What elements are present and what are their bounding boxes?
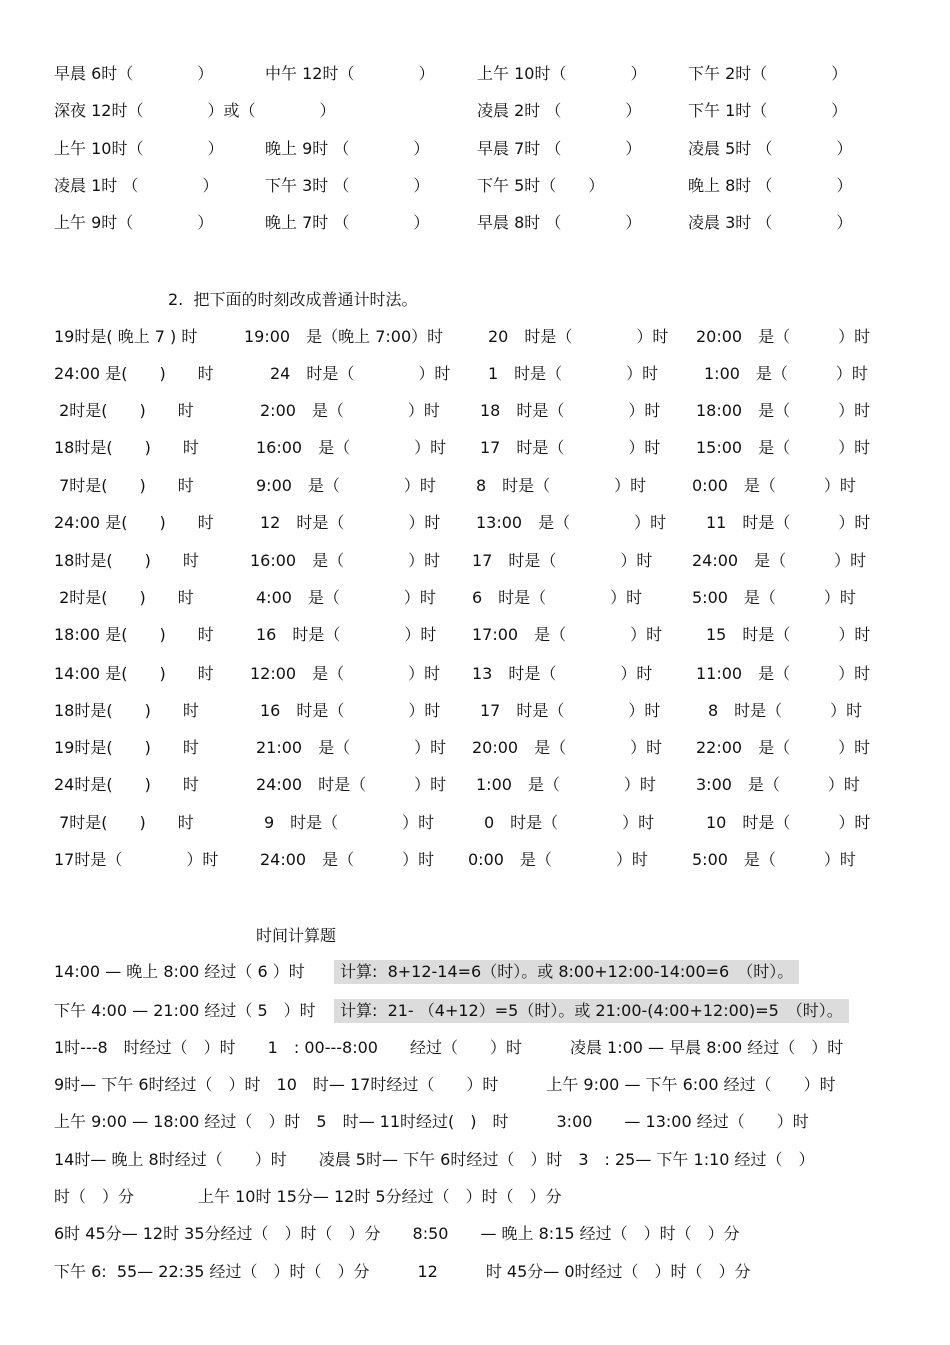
section3-title: 时间计算题 xyxy=(256,926,337,945)
s2-row7-item2: 16:00 是（ ）时 xyxy=(250,551,441,570)
s2-row2-item4: 1:00 是（ ）时 xyxy=(704,364,868,383)
s2-row9-item2: 16 时是（ ）时 xyxy=(256,625,437,644)
s2-row8-item1: 2时是( ) 时 xyxy=(54,588,194,607)
s1-row1-item2: 中午 12时（ ） xyxy=(265,64,435,83)
s2-row11-item3: 17 时是（ ）时 xyxy=(480,701,661,720)
s2-row13-item4: 3:00 是（ ）时 xyxy=(696,775,860,794)
s2-row1-item2: 19:00 是（晚上 7:00）时 xyxy=(244,327,444,346)
s2-row15-item1: 17时是（ ）时 xyxy=(54,850,219,869)
s2-row2-item3: 1 时是（ ）时 xyxy=(488,364,659,383)
s2-row7-item4: 24:00 是（ ）时 xyxy=(692,551,867,570)
example2-answer: 计算: 21- （4+12）=5（时）。或 21:00-(4:00+12:00)=5 （时）。 xyxy=(334,999,849,1023)
s2-row8-item2: 4:00 是（ ）时 xyxy=(256,588,436,607)
calc-line-3: 上午 9:00 — 18:00 经过（ ）时 5 时— 11时经过( ) 时 3:00 — 13:00 经过（ ）时 xyxy=(54,1112,809,1131)
s2-row9-item1: 18:00 是( ) 时 xyxy=(54,625,214,644)
s2-row3-item3: 18 时是（ ）时 xyxy=(480,401,661,420)
s1-row2-item1: 深夜 12时（ ）或（ ） xyxy=(54,101,336,120)
s2-row10-item3: 13 时是（ ）时 xyxy=(472,664,653,683)
s2-row12-item3: 20:00 是（ ）时 xyxy=(472,738,663,757)
s2-row3-item1: 2时是( ) 时 xyxy=(54,401,194,420)
s2-row5-item2: 9:00 是（ ）时 xyxy=(256,476,436,495)
s2-row2-item2: 24 时是（ ）时 xyxy=(270,364,451,383)
s2-row11-item2: 16 时是（ ）时 xyxy=(260,701,441,720)
s2-row2-item1: 24:00 是( ) 时 xyxy=(54,364,214,383)
s1-row4-item1: 凌晨 1时 （ ） xyxy=(54,176,219,195)
s2-row5-item3: 8 时是（ ）时 xyxy=(476,476,647,495)
s2-row10-item1: 14:00 是( ) 时 xyxy=(54,664,214,683)
s2-row7-item1: 18时是( ) 时 xyxy=(54,551,199,570)
s2-row9-item4: 15 时是（ ）时 xyxy=(706,625,871,644)
s2-row6-item2: 12 时是（ ）时 xyxy=(260,513,441,532)
s1-row1-item3: 上午 10时（ ） xyxy=(477,64,647,83)
s1-row3-item1: 上午 10时（ ） xyxy=(54,139,224,158)
s2-row15-item4: 5:00 是（ ）时 xyxy=(692,850,856,869)
s2-row4-item1: 18时是( ) 时 xyxy=(54,438,199,457)
s2-row5-item4: 0:00 是（ ）时 xyxy=(692,476,856,495)
example2-question: 下午 4:00 — 21:00 经过（ 5 ）时 xyxy=(54,1001,316,1020)
s1-row1-item1: 早晨 6时（ ） xyxy=(54,64,214,83)
s2-row12-item2: 21:00 是（ ）时 xyxy=(256,738,447,757)
s1-row4-item2: 下午 3时 （ ） xyxy=(265,176,430,195)
s2-row1-item4: 20:00 是（ ）时 xyxy=(696,327,871,346)
calc-line-1: 1时---8 时经过（ ）时 1 : 00---8:00 经过（ ）时 凌晨 1:00 — 早晨 8:00 经过（ ）时 xyxy=(54,1038,844,1057)
s2-row1-item3: 20 时是（ ）时 xyxy=(488,327,669,346)
s2-row10-item2: 12:00 是（ ）时 xyxy=(250,664,441,683)
s2-row6-item1: 24:00 是( ) 时 xyxy=(54,513,214,532)
s2-row15-item3: 0:00 是（ ）时 xyxy=(468,850,648,869)
s2-row3-item4: 18:00 是（ ）时 xyxy=(696,401,871,420)
s2-row14-item3: 0 时是（ ）时 xyxy=(484,813,655,832)
example1-question: 14:00 — 晚上 8:00 经过（ 6 ）时 xyxy=(54,962,305,981)
s2-row4-item2: 16:00 是（ ）时 xyxy=(256,438,447,457)
calc-line-5: 时（ ）分 上午 10时 15分— 12时 5分经过（ ）时（ ）分 xyxy=(54,1187,562,1206)
calc-line-4: 14时— 晚上 8时经过（ ）时 凌晨 5时— 下午 6时经过（ ）时 3 : 25— 下午 1:10 经过（ ） xyxy=(54,1150,815,1169)
s2-row1-item1: 19时是( 晚上 7 ) 时 xyxy=(54,327,198,346)
s2-row4-item4: 15:00 是（ ）时 xyxy=(696,438,871,457)
s2-row12-item4: 22:00 是（ ）时 xyxy=(696,738,871,757)
s2-row7-item3: 17 时是（ ）时 xyxy=(472,551,653,570)
calc-line-7: 下午 6: 55— 22:35 经过（ ）时（ ）分 12 时 45分— 0时经过（ ）时（ ）分 xyxy=(54,1262,751,1281)
s2-row13-item1: 24时是( ) 时 xyxy=(54,775,199,794)
calc-line-6: 6时 45分— 12时 35分经过（ ）时（ ）分 8:50 — 晚上 8:15 经过（ ）时（ ）分 xyxy=(54,1224,740,1243)
section2-title: 2. 把下面的时刻改成普通计时法。 xyxy=(168,290,418,309)
s2-row14-item2: 9 时是（ ）时 xyxy=(264,813,435,832)
example1-answer: 计算: 8+12-14=6（时）。或 8:00+12:00-14:00=6 （时）。 xyxy=(334,960,799,984)
s2-row4-item3: 17 时是（ ）时 xyxy=(480,438,661,457)
calc-line-2: 9时— 下午 6时经过（ ）时 10 时— 17时经过（ ）时 上午 9:00 — 下午 6:00 经过（ ）时 xyxy=(54,1075,836,1094)
s1-row3-item2: 晚上 9时 （ ） xyxy=(265,139,430,158)
s2-row6-item4: 11 时是（ ）时 xyxy=(706,513,871,532)
s2-row14-item1: 7时是( ) 时 xyxy=(54,813,194,832)
s2-row11-item4: 8 时是（ ）时 xyxy=(708,701,863,720)
s1-row5-item3: 早晨 8时 （ ） xyxy=(477,213,642,232)
s1-row2-item3: 凌晨 2时 （ ） xyxy=(477,101,642,120)
s2-row10-item4: 11:00 是（ ）时 xyxy=(696,664,871,683)
s1-row3-item4: 凌晨 5时 （ ） xyxy=(688,139,853,158)
s1-row4-item3: 下午 5时（ ） xyxy=(477,176,605,195)
s2-row14-item4: 10 时是（ ）时 xyxy=(706,813,871,832)
s1-row5-item1: 上午 9时（ ） xyxy=(54,213,214,232)
s2-row8-item3: 6 时是（ ）时 xyxy=(472,588,643,607)
s2-row9-item3: 17:00 是（ ）时 xyxy=(472,625,663,644)
s2-row15-item2: 24:00 是（ ）时 xyxy=(260,850,435,869)
s1-row4-item4: 晚上 8时 （ ） xyxy=(688,176,853,195)
s2-row5-item1: 7时是( ) 时 xyxy=(54,476,194,495)
s2-row13-item3: 1:00 是（ ）时 xyxy=(476,775,656,794)
s2-row13-item2: 24:00 时是（ ）时 xyxy=(256,775,447,794)
s2-row3-item2: 2:00 是（ ）时 xyxy=(260,401,440,420)
s1-row5-item2: 晚上 7时 （ ） xyxy=(265,213,430,232)
s1-row2-item4: 下午 1时（ ） xyxy=(688,101,848,120)
s2-row11-item1: 18时是( ) 时 xyxy=(54,701,199,720)
s2-row12-item1: 19时是( ) 时 xyxy=(54,738,199,757)
s1-row1-item4: 下午 2时（ ） xyxy=(688,64,848,83)
s1-row5-item4: 凌晨 3时 （ ） xyxy=(688,213,853,232)
s2-row6-item3: 13:00 是（ ）时 xyxy=(476,513,667,532)
s1-row3-item3: 早晨 7时 （ ） xyxy=(477,139,642,158)
s2-row8-item4: 5:00 是（ ）时 xyxy=(692,588,856,607)
